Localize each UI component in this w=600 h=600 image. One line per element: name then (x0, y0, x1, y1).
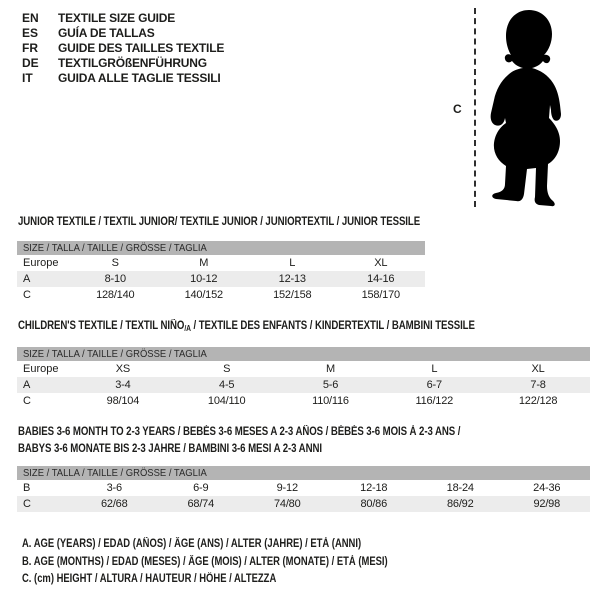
children-table-title: CHILDREN'S TEXTILE / TEXTIL $NIÑO_{/A}$ / TEXTILE DES ENFANTS / KINDERTEXTIL / BAMBINI TESSILE (18, 320, 475, 333)
language-row-it (22, 71, 224, 86)
note-height-cm: C. (cm) HEIGHT / ALTURA / HAUTEUR / HÖHE / ALTEZZA (22, 573, 277, 585)
language-row-de (22, 56, 224, 71)
children-size-table (17, 347, 590, 409)
height-measure-dashed-line (474, 8, 476, 207)
babies-table-title: BABIES 3-6 MONTH TO 2-3 YEARS / BEBÉS 3-6 MESES A 2-3 AÑOS / BÉBÉS 3-6 MOIS À 2-3 ANS / BABYS 3-6 MONATE BIS 2-3 JAHRE / BAMBINI 3-6 MESI A 2-3 ANNI (18, 426, 461, 455)
language-title: GUIDE DES TAILLES TEXTILE (58, 41, 225, 55)
language-code: DE (22, 56, 39, 70)
junior-size-table (17, 241, 425, 303)
size-header-bar: SIZE / TALLA / TAILLE / GRÖSSE / TAGLIA (17, 466, 590, 480)
nino-a-subscript: /A (184, 324, 191, 333)
language-title: TEXTILGRÖßENFÜHRUNG (58, 56, 207, 70)
language-title-list (22, 11, 224, 86)
language-code: IT (22, 71, 33, 85)
note-age-years: A. AGE (YEARS) / EDAD (AÑOS) / ÂGE (ANS) / ALTER (JAHRE) / ETÀ (ANNI) (22, 538, 362, 550)
language-title: TEXTILE SIZE GUIDE (58, 11, 176, 25)
table-row: A 3-4 4-5 5-6 6-7 7-8 (17, 377, 590, 393)
legend-notes (22, 536, 468, 589)
table-row: B 3-6 6-9 9-12 12-18 18-24 24-36 (23, 482, 561, 494)
babies-size-table (17, 466, 590, 512)
table-row: C 128/140 140/152 152/158 158/170 (23, 289, 400, 301)
language-row-en (22, 11, 224, 26)
language-code: ES (22, 26, 39, 40)
table-row: C 62/68 68/74 74/80 80/86 86/92 92/98 (17, 496, 590, 512)
toddler-silhouette (482, 10, 572, 208)
table-row: Europe S M L XL (23, 257, 388, 269)
language-title: GUÍA DE TALLAS (58, 26, 155, 40)
language-row-fr (22, 41, 224, 56)
height-measure-label: C (453, 102, 462, 116)
language-code: EN (22, 11, 39, 25)
note-age-months: B. AGE (MONTHS) / EDAD (MESES) / ÂGE (MOIS) / ALTER (MONATE) / ETÀ (MESI) (22, 555, 388, 568)
size-header-bar: SIZE / TALLA / TAILLE / GRÖSSE / TAGLIA (17, 241, 425, 255)
language-title: GUIDA ALLE TAGLIE TESSILI (58, 71, 221, 85)
table-row: C 98/104 104/110 110/116 116/122 122/128 (23, 395, 558, 407)
size-header-bar: SIZE / TALLA / TAILLE / GRÖSSE / TAGLIA (17, 347, 590, 361)
table-row: Europe XS S M L XL (23, 363, 545, 375)
language-code: FR (22, 41, 38, 55)
language-row-es (22, 26, 224, 41)
table-row: A 8-10 10-12 12-13 14-16 (17, 271, 425, 287)
junior-table-title: JUNIOR TEXTILE / TEXTIL JUNIOR/ TEXTILE JUNIOR / JUNIORTEXTIL / JUNIOR TESSILE (18, 216, 421, 228)
